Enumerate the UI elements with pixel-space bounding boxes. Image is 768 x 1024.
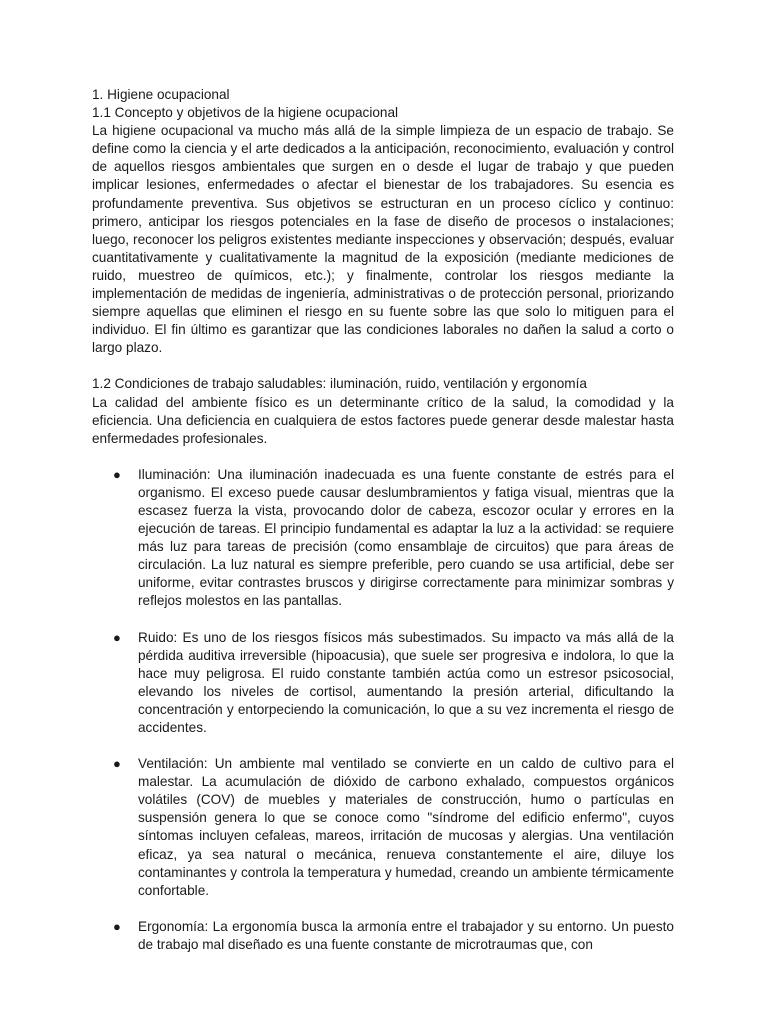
document-page — [92, 86, 674, 954]
list-item — [92, 629, 674, 738]
bullet-icon: ● — [113, 918, 121, 934]
paragraph-spacer — [92, 448, 674, 466]
intro-paragraph: La higiene ocupacional va mucho más allá de la simple limpieza de un espacio de trabajo. Se define como la ciencia y el arte dedicados a la anticipación, reconocimiento, evaluación y control de aquellos riesgos ambientales que surgen en o desde el lugar de trabajo y que pueden implicar lesiones, enfermedades o afectar el bienestar de los trabajadores. Su esencia es profundamente preventiva. Sus objetivos se estructuran en un proceso cíclico y continuo: primero, anticipar los riesgos potenciales en la fase de diseño de procesos o instalaciones; luego, reconocer los peligros existentes mediante inspecciones y observación; después, evaluar cuantitativamente y cualitativamente la magnitud de la exposición (mediante mediciones de ruido, muestreo de químicos, etc.); y finalmente, controlar los riesgos mediante la implementación de medidas de ingeniería, administrativas o de protección personal, priorizando siempre aquellas que eliminen el riesgo en su fuente sobre las que solo lo mitiguen para el individuo. El fin último es garantizar que las condiciones laborales no dañen la salud a corto o largo plazo. — [92, 123, 674, 356]
list-item-text: Ergonomía: La ergonomía busca la armonía entre el trabajador y su entorno. Un puesto de trabajo mal diseñado es una fuente constante de microtraumas que, con — [138, 918, 674, 952]
bullet-icon: ● — [113, 756, 121, 772]
section-subheading: 1.1 Concepto y objetivos de la higiene ocupacional — [92, 105, 399, 121]
paragraph-spacer — [92, 357, 674, 375]
conditions-subheading: 1.2 Condiciones de trabajo saludables: iluminación, ruido, ventilación y ergonomía — [92, 376, 587, 392]
bullet-icon: ● — [113, 466, 121, 482]
list-item — [92, 918, 674, 954]
list-item — [92, 755, 674, 900]
list-item-text: Iluminación: Una iluminación inadecuada es una fuente constante de estrés para el organismo. El exceso puede causar deslumbramientos y fatiga visual, mientras que la escasez fuerza la vista, provocando dolor de cabeza, escozor ocular y errores en la ejecución de tareas. El principio fundamental es adaptar la luz a la actividad: se requiere más luz para tareas de precisión (como ensamblaje de circuitos) que para áreas de circulación. La luz natural es siempre preferible, pero cuando se usa artificial, debe ser uniforme, evitar contrastes bruscos y dirigirse correctamente para minimizar sombras y reflejos molestos en las pantallas. — [138, 466, 674, 609]
list-item-text: Ruido: Es uno de los riesgos físicos más subestimados. Su impacto va más allá de la pérdida auditiva irreversible (hipoacusia), que suele ser progresiva e indolora, lo que la hace muy peligrosa. El ruido constante también actúa como un estresor psicosocial, elevando los niveles de cortisol, aumentando la presión arterial, dificultando la concentración y entorpeciendo la comunicación, lo que a su vez incrementa el riesgo de accidentes. — [138, 629, 674, 735]
conditions-paragraph: La calidad del ambiente físico es un determinante crítico de la salud, la comodidad y la eficiencia. Una deficiencia en cualquiera de estos factores puede generar desde malestar hasta enfermedades profesionales. — [92, 394, 674, 446]
list-item-text: Ventilación: Un ambiente mal ventilado se convierte en un caldo de cultivo para el malestar. La acumulación de dióxido de carbono exhalado, compuestos orgánicos volátiles (COV) de muebles y materiales de construcción, humo o partículas en suspensión genera lo que se conoce como "síndrome del edificio enfermo", cuyos síntomas incluyen cefaleas, mareos, irritación de mucosas y alergias. Una ventilación eficaz, ya sea natural o mecánica, renueva constantemente el aire, diluye los contaminantes y controla la temperatura y humedad, creando un ambiente térmicamente confortable. — [138, 756, 674, 898]
list-item — [92, 466, 674, 611]
conditions-list — [92, 466, 674, 954]
bullet-icon: ● — [113, 629, 121, 645]
section-heading: 1. Higiene ocupacional — [92, 87, 230, 102]
